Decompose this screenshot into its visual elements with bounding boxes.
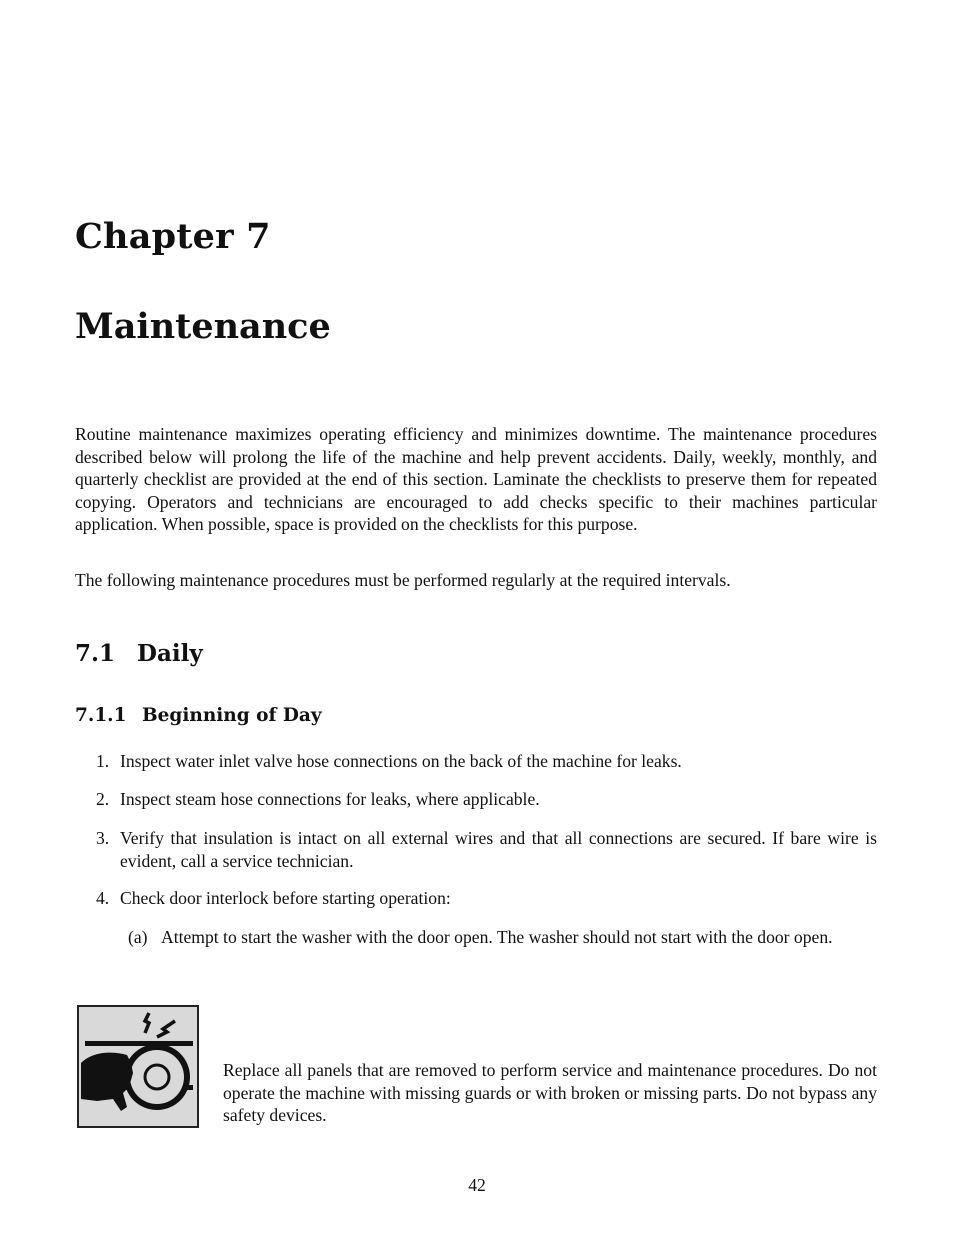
sub-list-item-marker: (a) [128,927,148,947]
list-item-marker: 1. [96,751,110,771]
safety-warning-text: Replace all panels that are removed to perform service and maintenance procedures. Do not operate the machine with missing guards or with broken or missing parts. Do not bypass any safety devices. [223,1060,877,1125]
chapter-label: Chapter 7 [75,216,271,257]
section-heading [75,640,203,667]
list-item-marker: 3. [96,828,110,848]
intro-paragraph: Routine maintenance maximizes operating efficiency and minimizes downtime. The maintenance procedures described below will prolong the life of the machine and help prevent accidents. Daily, weekly, monthly, and quarterly checklist are provided at the end of this section. Laminate the checklists to preserve them for repeated copying. Operators and technicians are encouraged to add checks specific to their machines particular application. When possible, space is provided on the checklists for this purpose. [75,424,877,534]
subsection-title: Beginning of Day [142,705,322,726]
list-item-marker: 4. [96,888,110,908]
intervals-paragraph: The following maintenance procedures must be performed regularly at the required intervals. [75,570,731,590]
subsection-heading [75,705,322,726]
list-item-text: Check door interlock before starting operation: [120,888,451,908]
page-number: 42 [468,1175,486,1195]
list-item-marker: 2. [96,789,110,809]
hand-entanglement-warning-icon [77,1005,199,1128]
list-item-text: Inspect water inlet valve hose connections on the back of the machine for leaks. [120,751,682,771]
list-item-text: Verify that insulation is intact on all external wires and that all connections are secured. If bare wire is evident, call a service technician. [120,828,877,871]
section-number: 7.1 [75,640,116,667]
list-item-text: Inspect steam hose connections for leaks, where applicable. [120,789,540,809]
chapter-title: Maintenance [75,306,331,347]
section-title: Daily [137,640,203,667]
sub-list-item-text: Attempt to start the washer with the door open. The washer should not start with the door open. [161,927,833,947]
subsection-number: 7.1.1 [75,705,127,726]
